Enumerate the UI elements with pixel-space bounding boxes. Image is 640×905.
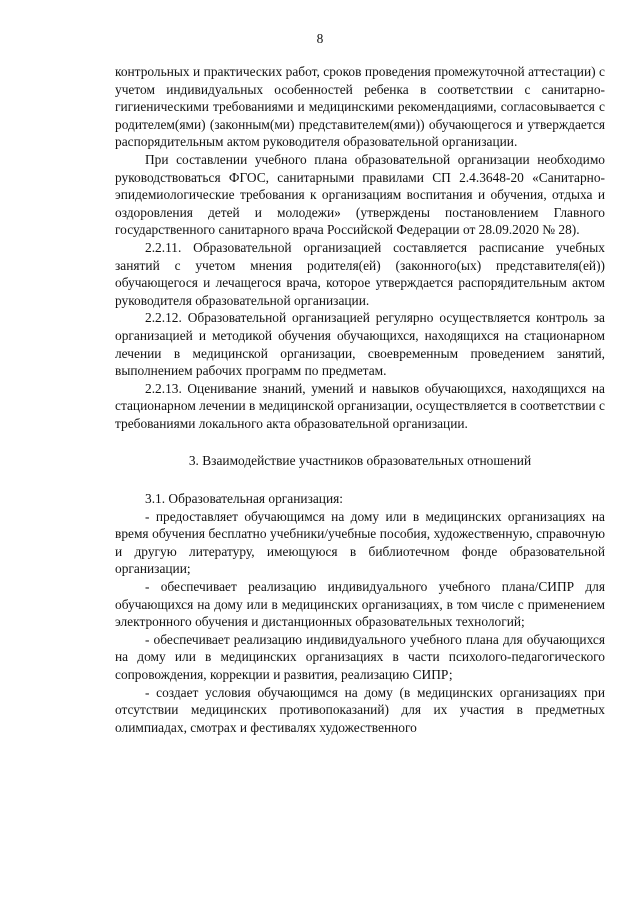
paragraph-continuation: контрольных и практических работ, сроков проведения промежуточной аттестации) с учетом индивидуальных особенностей ребенка в соответствии с санитарно-гигиеническими требованиями и медицинскими рекомендациями, согласовывается с родителем(ями) (законным(ми) представителем(ями)) обучающегося и утверждается распорядительным актом руководителя образовательной организации. [115, 64, 605, 150]
paragraph-2-2-12: 2.2.12. Образовательной организацией регулярно осуществляется контроль за организацией и методикой обучения обучающихся, находящихся на стационарном лечении в медицинской организации, своевременным проведением занятий, выполнением рабочих программ по предметам. [115, 310, 605, 379]
list-item-olympiads: - создает условия обучающимся на дому (в медицинских организациях при отсутствии медицинских противопоказаний) для их участия в предметных олимпиадах, смотрах и фестивалях художественного [115, 684, 605, 735]
page-number: 8 [316, 31, 324, 46]
paragraph-2-2-11: 2.2.11. Образовательной организацией составляется расписание учебных занятий с учетом мнения родителя(ей) (законного(ых) представителя(ей)) обучающегося и лечащегося врача, которое утверждается распорядительным актом руководителя образовательной организации. [115, 239, 605, 308]
list-item-curriculum-plan: - обеспечивает реализацию индивидуального учебного плана/СИПР для обучающихся на дому или в медицинских организациях, в том числе с применением электронного обучения и дистанционных образовательных технологий; [115, 579, 605, 630]
section-heading: 3. Взаимодействие участников образовательных отношений [188, 453, 532, 469]
paragraph-3-1: 3.1. Образовательная организация: [145, 491, 344, 507]
list-item-textbooks: - предоставляет обучающимся на дому или в медицинских организациях на время обучения бесплатно учебники/учебные пособия, художественную, справочную и другую литературу, имеющуюся в библиотечном фонде образовательной организации; [115, 508, 605, 577]
paragraph-2-2-13: 2.2.13. Оценивание знаний, умений и навыков обучающихся, находящихся на стационарном лечении в медицинской организации, осуществляется в соответствии с требованиями локального акта образовательной организации. [115, 380, 605, 431]
list-item-psychological-support: - обеспечивает реализацию индивидуального учебного плана для обучающихся на дому или в медицинских организациях в части психолого-педагогического сопровождения, коррекции и развития, реализацию СИПР; [115, 631, 605, 682]
paragraph-curriculum: При составлении учебного плана образовательной организации необходимо руководствоваться ФГОС, санитарными правилами СП 2.4.3648-20 «Санитарно-эпидемиологические требования к организациям воспитания и обучения, отдыха и оздоровления детей и молодежи» (утверждены постановлением Главного государственного санитарного врача Российской Федерации от 28.09.2020 № 28). [115, 151, 605, 238]
document-body [115, 63, 605, 736]
